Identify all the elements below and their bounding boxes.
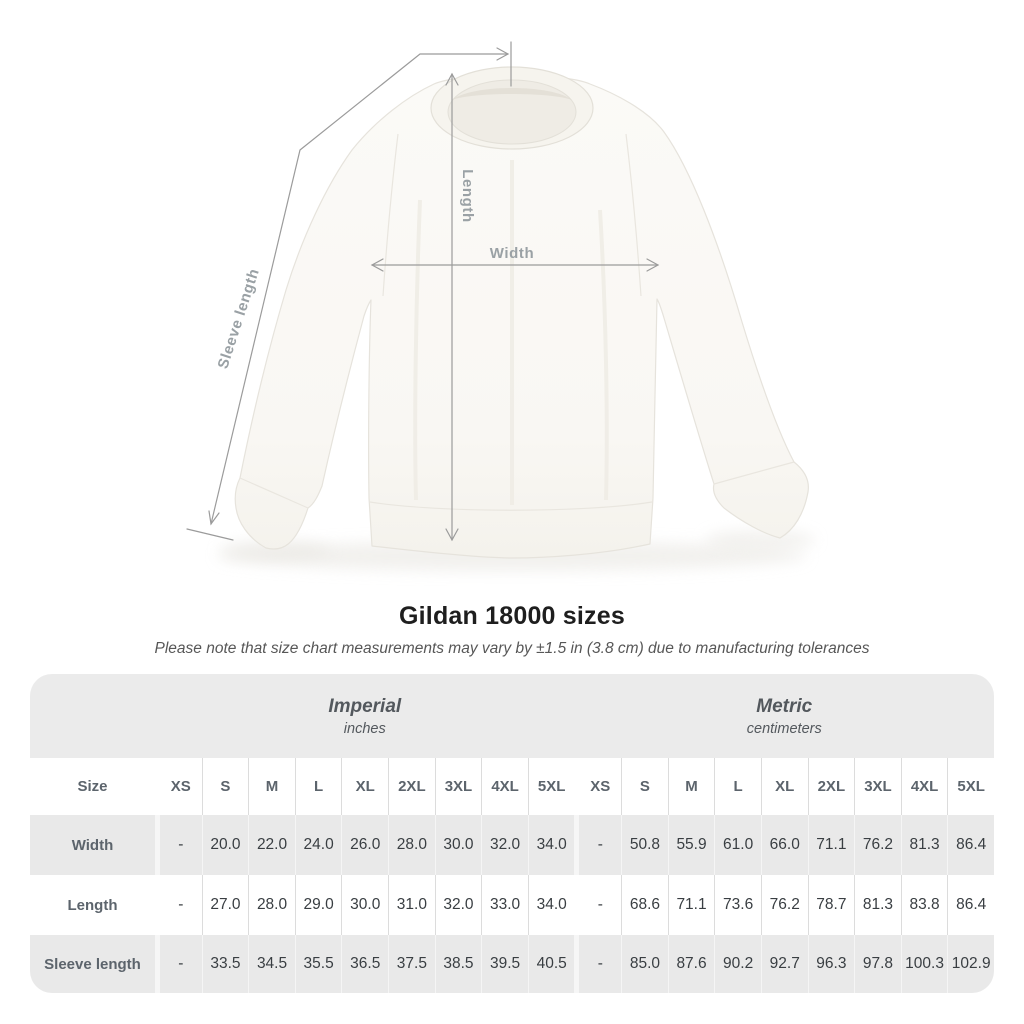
value-cell: -: [574, 935, 621, 993]
value-cell: 86.4: [947, 875, 994, 935]
metric-unit: centimeters: [746, 720, 822, 737]
table-row: [30, 815, 994, 875]
size-col-header: M: [248, 758, 295, 815]
size-col-header: 4XL: [901, 758, 948, 815]
value-cell: 34.0: [528, 875, 575, 935]
tolerance-note: Please note that size chart measurements may vary by ±1.5 in (3.8 cm) due to manufacturing tolerances: [154, 640, 870, 657]
sleeve-end-tick: [187, 529, 233, 540]
table-row: [30, 935, 994, 993]
value-cell: 76.2: [761, 875, 808, 935]
size-col-header: 2XL: [388, 758, 435, 815]
value-cell: 31.0: [388, 875, 435, 935]
page-title: Gildan 18000 sizes: [399, 602, 625, 630]
value-cell: 55.9: [668, 815, 715, 875]
size-col-header: XS: [574, 758, 621, 815]
size-col-header: S: [621, 758, 668, 815]
metric-label: Metric: [756, 695, 813, 717]
value-cell: 71.1: [808, 815, 855, 875]
value-cell: 34.0: [528, 815, 575, 875]
value-cell: -: [155, 875, 202, 935]
size-col-header: 3XL: [435, 758, 482, 815]
value-cell: 37.5: [388, 935, 435, 993]
value-cell: 30.0: [435, 815, 482, 875]
size-col-header: 2XL: [808, 758, 855, 815]
value-cell: -: [574, 875, 621, 935]
imperial-unit: inches: [343, 720, 386, 737]
metric-group-header: [575, 674, 995, 758]
value-cell: 26.0: [341, 815, 388, 875]
table-row: [30, 875, 994, 935]
size-col-header: 5XL: [947, 758, 994, 815]
value-cell: 32.0: [481, 815, 528, 875]
value-cell: -: [574, 815, 621, 875]
value-cell: 100.3: [901, 935, 948, 993]
unit-band: [30, 674, 994, 758]
value-cell: 81.3: [901, 815, 948, 875]
value-cell: 29.0: [295, 875, 342, 935]
value-cell: 36.5: [341, 935, 388, 993]
value-cell: 86.4: [947, 815, 994, 875]
size-col-header: L: [714, 758, 761, 815]
value-cell: 50.8: [621, 815, 668, 875]
size-header-row: [30, 758, 994, 815]
imperial-label: Imperial: [328, 695, 402, 717]
size-table: [30, 674, 994, 993]
size-col-header: XL: [341, 758, 388, 815]
value-cell: 22.0: [248, 815, 295, 875]
value-cell: 66.0: [761, 815, 808, 875]
length-label: Length: [459, 169, 476, 223]
value-cell: 96.3: [808, 935, 855, 993]
sleeve-length-label: Sleeve length: [214, 266, 263, 371]
cuff-shadow-right: [705, 530, 815, 550]
value-cell: 73.6: [714, 875, 761, 935]
value-cell: 71.1: [668, 875, 715, 935]
band-corner: [30, 674, 155, 758]
value-cell: 35.5: [295, 935, 342, 993]
value-cell: 32.0: [435, 875, 482, 935]
size-col-header: M: [668, 758, 715, 815]
value-cell: 90.2: [714, 935, 761, 993]
value-cell: 85.0: [621, 935, 668, 993]
value-cell: 92.7: [761, 935, 808, 993]
size-col-header: 4XL: [481, 758, 528, 815]
value-cell: 81.3: [854, 875, 901, 935]
value-cell: 68.6: [621, 875, 668, 935]
value-cell: 30.0: [341, 875, 388, 935]
value-cell: 34.5: [248, 935, 295, 993]
value-cell: 27.0: [202, 875, 249, 935]
size-col-header: XS: [155, 758, 202, 815]
value-cell: 87.6: [668, 935, 715, 993]
size-col-header: 3XL: [854, 758, 901, 815]
value-cell: 28.0: [248, 875, 295, 935]
value-cell: 61.0: [714, 815, 761, 875]
sweatshirt-illustration: [235, 67, 808, 558]
size-col-header: L: [295, 758, 342, 815]
caption-block: [0, 602, 1024, 658]
imperial-group-header: [155, 674, 575, 758]
size-column-header: Size: [77, 778, 108, 795]
value-cell: 97.8: [854, 935, 901, 993]
row-label: Width: [71, 836, 114, 854]
value-cell: 38.5: [435, 935, 482, 993]
value-cell: -: [155, 935, 202, 993]
value-cell: 20.0: [202, 815, 249, 875]
value-cell: 76.2: [854, 815, 901, 875]
value-cell: 83.8: [901, 875, 948, 935]
row-label: Length: [67, 896, 118, 914]
value-cell: 78.7: [808, 875, 855, 935]
value-cell: 24.0: [295, 815, 342, 875]
value-cell: 33.5: [202, 935, 249, 993]
value-cell: 39.5: [481, 935, 528, 993]
table-rows: [30, 758, 994, 993]
size-col-header: 5XL: [528, 758, 575, 815]
row-label: Sleeve length: [44, 955, 141, 973]
value-cell: -: [155, 815, 202, 875]
size-col-header: XL: [761, 758, 808, 815]
value-cell: 28.0: [388, 815, 435, 875]
value-cell: 102.9: [947, 935, 994, 993]
size-col-header: S: [202, 758, 249, 815]
value-cell: 40.5: [528, 935, 575, 993]
value-cell: 33.0: [481, 875, 528, 935]
width-label: Width: [489, 245, 535, 262]
